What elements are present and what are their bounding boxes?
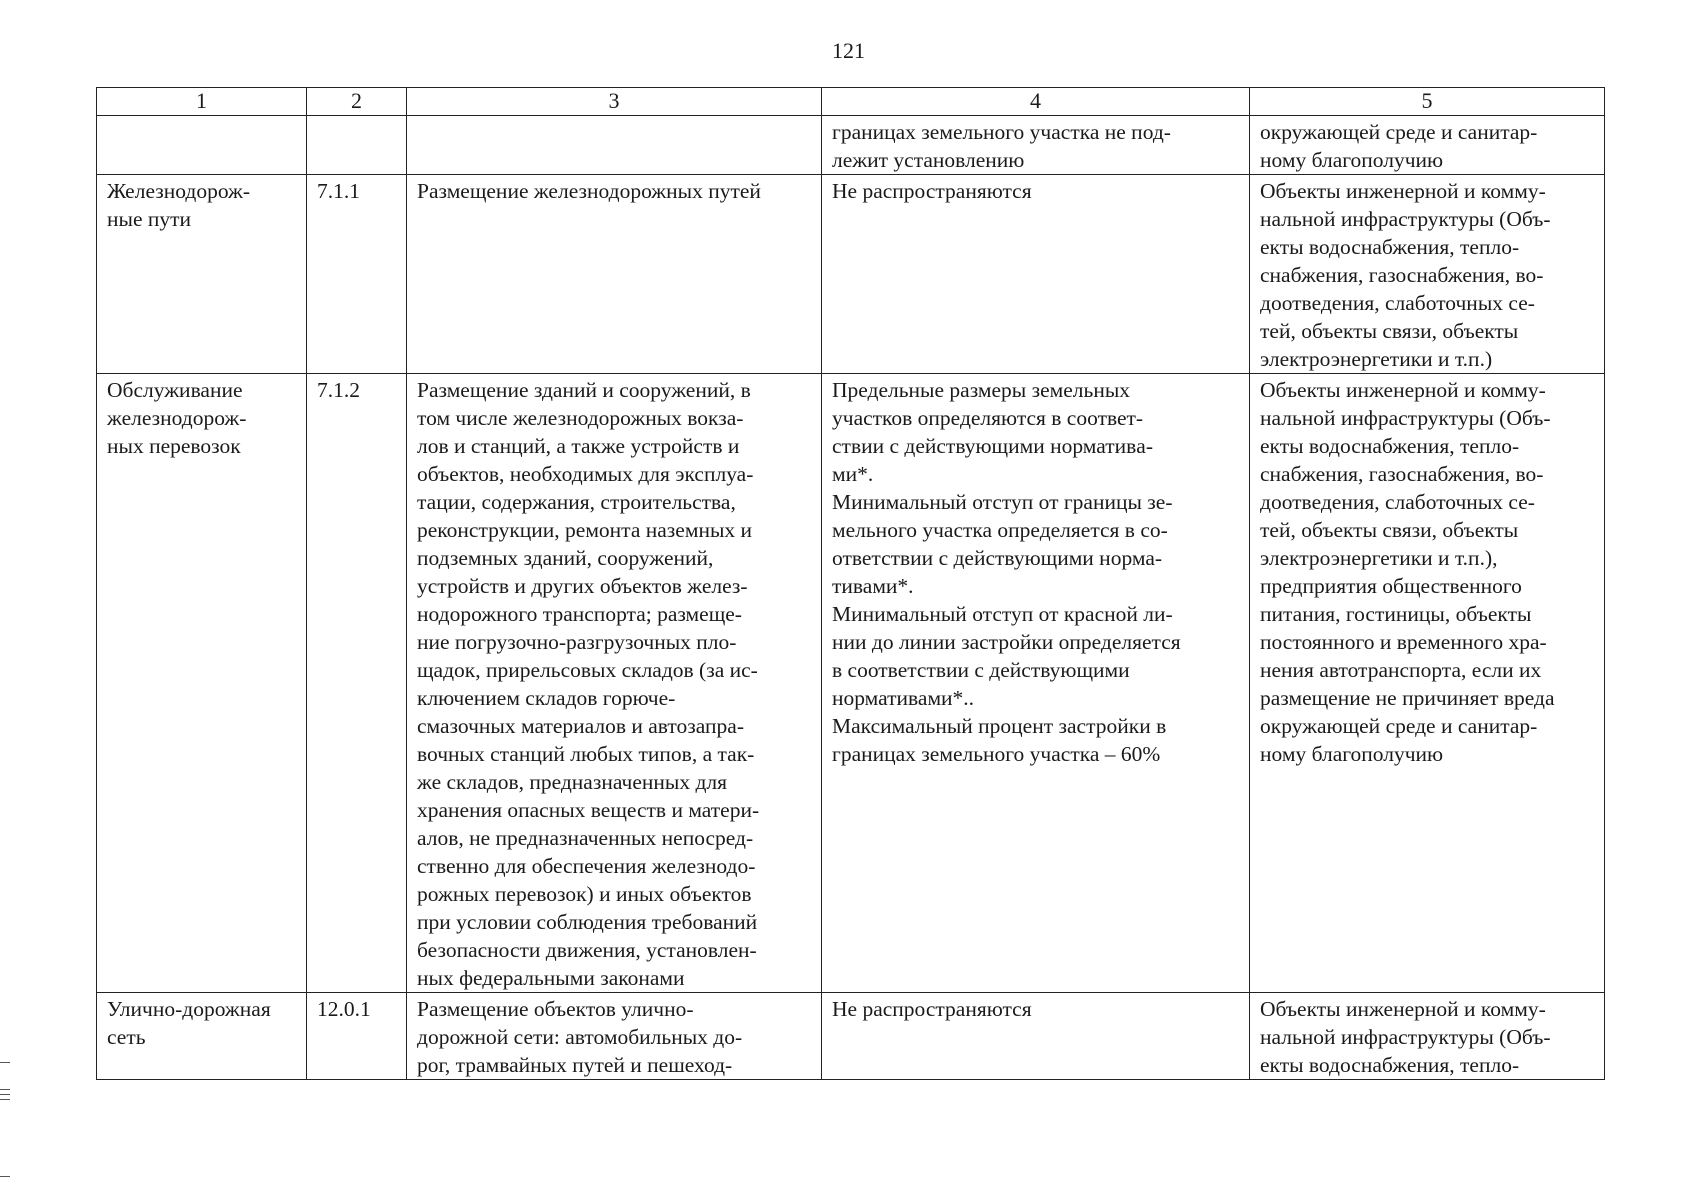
cell-allowed-objects: Объекты инженерной и комму- нальной инфраструктуры (Объ- екты водоснабжения, тепло- <box>1260 997 1551 1077</box>
cell-use-description: Размещение железнодорожных путей <box>407 175 822 374</box>
cell-parameters: Не распространяются <box>822 175 1250 374</box>
cell-use-description: Размещение зданий и сооружений, в том числе железнодорожных вокза- лов и станций, а также устройств и объектов, необходимых для эксплуа- тации, содержания, строительства, реконструкции, ремонта наземных и подземных зданий, сооружений, устройств и других объектов желез- нодорожного транспорта; размеще- ние погрузочно-разгрузочных пло- щадок, прирельсовых складов (за ис- ключением складов горюче- смазочных материалов и автозапра- вочных станций любых типов, а так- же складов, предназначенных для хранения опасных веществ и матери- алов, не предназначенных непосред- ственно для обеспечения железнодо- рожных перевозок) и иных объектов при условии соблюдения требований безопасности движения, установлен- ных федеральными законами <box>407 374 822 993</box>
cell-use-code: 7.1.1 <box>307 175 407 374</box>
cell-use-code: 7.1.2 <box>307 374 407 993</box>
cell-use-code: 12.0.1 <box>317 997 371 1021</box>
page-number: 121 <box>832 38 865 63</box>
cell-use-description-wrap <box>407 993 822 1080</box>
table-header-row <box>97 88 1605 116</box>
column-header-4: 4 <box>822 88 1250 116</box>
cell-allowed-objects: Объекты инженерной и комму- нальной инфраструктуры (Объ- екты водоснабжения, тепло- снабжения, газоснабжения, во- доотведения, слаботочных се- тей, объекты связи, объекты электроэнергетики и т.п.), предприятия общественного питания, гостиницы, объекты постоянного и временного хра- нения автотранспорта, если их размещение не причиняет вреда окружающей среде и санитар- ному благополучию <box>1250 374 1605 993</box>
land-use-table <box>96 87 1605 1080</box>
cell-empty <box>407 116 822 175</box>
column-header-1: 1 <box>97 88 307 116</box>
cell-parameters: Не распространяются <box>832 997 1032 1021</box>
cell-use-name: Железнодорож- ные пути <box>97 175 307 374</box>
cell-allowed-objects: Объекты инженерной и комму- нальной инфраструктуры (Объ- екты водоснабжения, тепло- снабжения, газоснабжения, во- доотведения, слаботочных се- тей, объекты связи, объекты электроэнергетики и т.п.) <box>1250 175 1605 374</box>
cell-use-code-wrap <box>307 993 407 1080</box>
binding-mark <box>0 1089 10 1090</box>
cell-use-name-wrap <box>97 993 307 1080</box>
cell-empty <box>97 116 307 175</box>
binding-mark <box>0 1176 10 1177</box>
binding-mark <box>0 1094 10 1095</box>
continuation-row <box>97 116 1605 175</box>
table-row <box>97 993 1605 1080</box>
binding-mark <box>0 1062 10 1063</box>
column-header-5: 5 <box>1250 88 1605 116</box>
table-row <box>97 374 1605 993</box>
cell-allowed-continued: окружающей среде и санитар- ному благополучию <box>1250 116 1605 175</box>
cell-parameters: Предельные размеры земельных участков определяются в соответ- ствии с действующими нормативa- ми*. Минимальный отступ от границы зе- мельного участка определяется в со- ответствии с действующими норма- тивами*. Минимальный отступ от красной ли- нии до линии застройки определяется в соответствии с действующими нормативами*.. Максимальный процент застройки в границах земельного участка – 60% <box>822 374 1250 993</box>
cell-use-description: Размещение объектов улично- дорожной сети: автомобильных до- рог, трамвайных путей и пешеход- <box>417 997 743 1077</box>
cell-parameters-continued: границах земельного участка не под- лежит установлению <box>822 116 1250 175</box>
cell-use-name: Улично-дорожная сеть <box>107 997 271 1049</box>
cell-parameters-wrap <box>822 993 1250 1080</box>
cell-empty <box>307 116 407 175</box>
column-header-3: 3 <box>407 88 822 116</box>
column-header-2: 2 <box>307 88 407 116</box>
cell-use-name: Обслуживание железнодорож- ных перевозок <box>97 374 307 993</box>
table-row <box>97 175 1605 374</box>
binding-mark <box>0 1099 10 1100</box>
cell-allowed-objects-wrap <box>1250 993 1605 1080</box>
